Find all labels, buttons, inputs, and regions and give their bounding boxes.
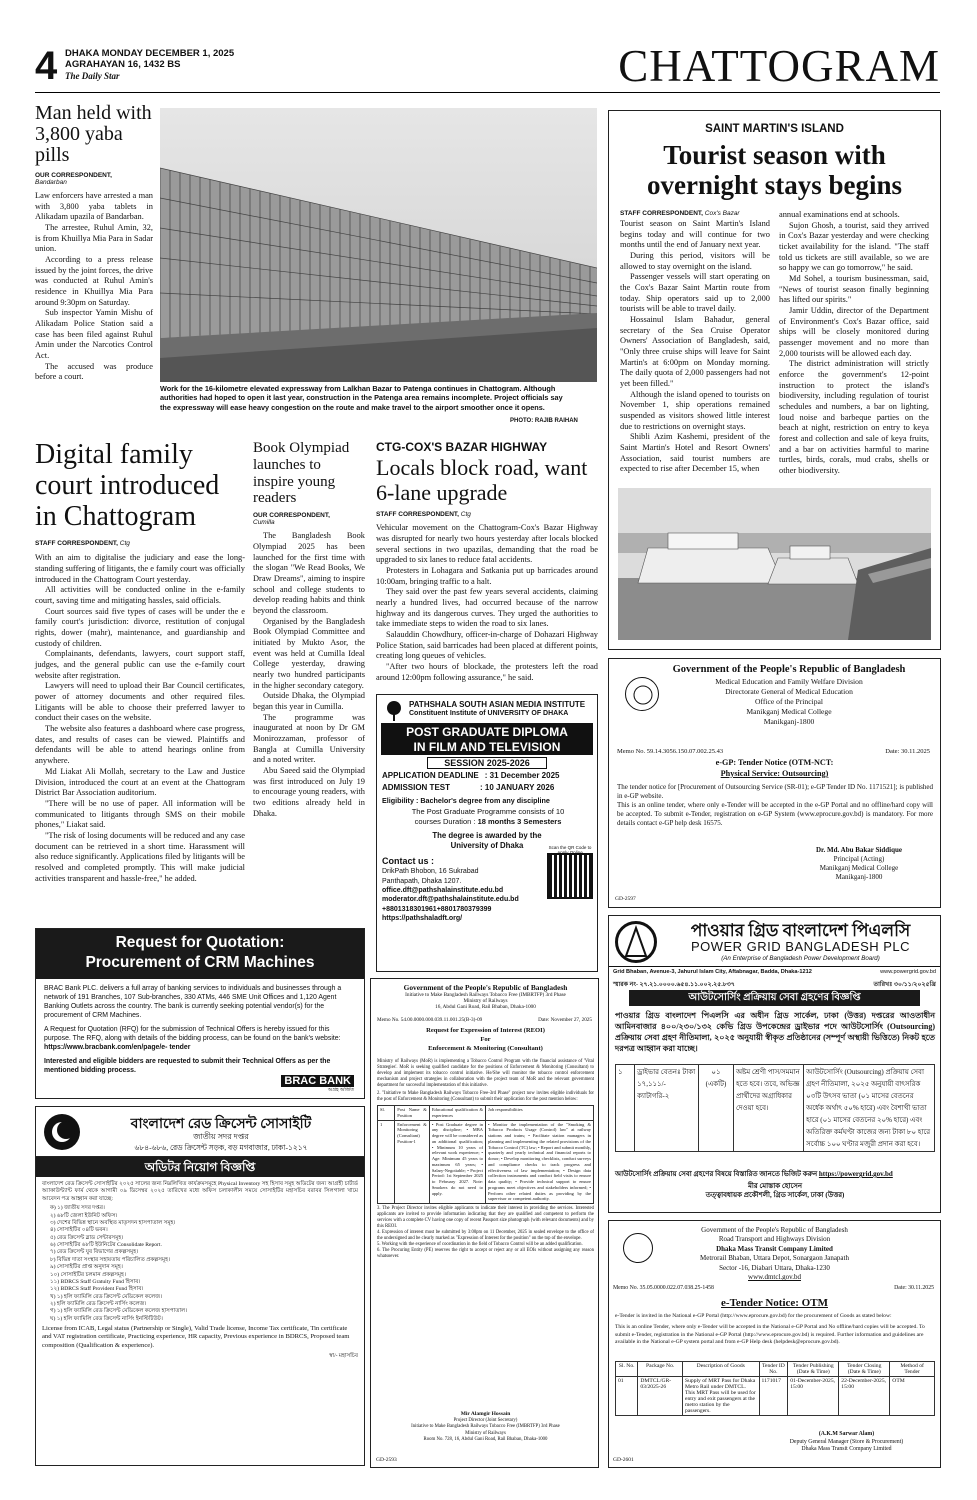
brac-title-2: Procurement of CRM Machines bbox=[85, 954, 315, 972]
dmtcl-memo: Memo No. 35.05.0000.022.07.038.25-1458 bbox=[613, 1285, 714, 1291]
yaba-p: Law enforcers have arrested a man with 3,800 yaba tablets in Alikadam upazila of Bandarban. bbox=[35, 191, 153, 222]
mohfw-l3: Office of the Principal bbox=[755, 697, 823, 707]
prog-line1: The Post Graduate Programme consists of 10 bbox=[411, 807, 565, 816]
table-cell: DMTCL/GR-03/2025-26 bbox=[638, 1377, 683, 1416]
tree-icon bbox=[383, 700, 405, 722]
highway-article bbox=[376, 440, 598, 683]
list-item: ১২) BDRCS Staff Provident Fund হিসাব। bbox=[50, 1286, 144, 1293]
railway-p1: Ministry of Railways (MoR) is implementing a Tobacco Control Program with the financial assistance of 'Vital Strategies'. MoR is seeking qualified candidate for the positions of Enforcement & Monitoring (Consultant) to develop and implement its tobacco control initiative. He/She will monitor the tobacco control enforcement mechanism and project strategies in collaboration with the project team of MoR and the relevant government department for successful implementation of this initiative. bbox=[377, 1059, 594, 1089]
prog-line2 bbox=[382, 817, 594, 827]
powergrid-bn: পাওয়ার গ্রিড বাংলাদেশ পিএলসি bbox=[690, 921, 911, 940]
table-header: Method of Tender bbox=[890, 1362, 935, 1377]
table-header-row bbox=[378, 1106, 594, 1121]
book-p: Outside Dhaka, the Olympiad began this year in Cumilla. bbox=[253, 691, 365, 711]
railway-body bbox=[377, 1059, 594, 1260]
mohfw-ad bbox=[608, 658, 941, 908]
mohfw-signer: Dr. Md. Abu Bakar Siddique bbox=[816, 846, 902, 854]
powergrid-more bbox=[615, 1168, 935, 1180]
highway-byline bbox=[376, 511, 598, 518]
table-header: Description of Goods bbox=[682, 1362, 759, 1377]
pathshala-elig: Eligibility : Bachelor's degree from any discipline bbox=[382, 796, 550, 805]
court-byline bbox=[35, 540, 245, 547]
powergrid-tag: (An Enterprise of Bangladesh Power Development Board) bbox=[721, 955, 880, 962]
book-byline-text: OUR CORRESPONDENT, bbox=[253, 512, 330, 520]
table-cell: 01 bbox=[616, 1377, 638, 1416]
list-item: ৯) সোসাইটির প্রাপ্ত অনুদান সমূহ। bbox=[50, 1264, 123, 1271]
contact-mail1[interactable]: office.dft@pathshalainstitute.edu.bd bbox=[382, 887, 504, 895]
highway-headline: Locals block road, want 6-lane upgrade bbox=[376, 455, 588, 505]
masthead bbox=[35, 41, 940, 91]
powergrid-more-text: আউটসোর্সিং প্রক্রিয়ায় সেবা গ্রহণের বিষয়ে বিস্তারিত জানতে ভিজিট করুন bbox=[615, 1170, 818, 1178]
court-headline: Digital family court introduced in Chattogram bbox=[35, 439, 220, 532]
mohfw-l2: Directorate General of Medical Education bbox=[725, 687, 853, 697]
court-p: All activities will be conducted online in the e-family court, saving time and mitigating hassles, said officials. bbox=[35, 585, 245, 606]
redcrescent-notice bbox=[36, 1157, 364, 1177]
railway-l3: 16, Abdul Gani Road, Rail Bhaban, Dhaka-1000 bbox=[435, 1004, 536, 1010]
stmartin-p: Sujon Ghosh, a tourist, said they arrived in Cox's Bazar yesterday and were checking ticket availability for the island. "The staff told us tickets are still available, so we are so happy we can go tomorrow," he said. bbox=[779, 220, 929, 273]
table-row bbox=[616, 1377, 935, 1416]
pathshala-prog bbox=[382, 807, 594, 827]
yaba-p: The accused was produce before a court. bbox=[35, 361, 153, 382]
highway-p: Vehicular movement on the Chattogram-Cox's Bazar Highway was disrupted for nearly two hours yesterday after locals blocked several sections in two upazilas, demanding that the road be upgraded to six lanes to reduce fatal accidents. bbox=[376, 523, 598, 565]
dmtcl-l3: Metrorail Bhaban, Uttara Depot, Sonargaon Janapath bbox=[700, 1254, 849, 1263]
stmartin-p: Jamir Uddin, director of the Department of Environment's Cox's Bazar office, said ships will be closely monitored during passenger movement and no more than 2,000 tourists will be allowed each day. bbox=[779, 306, 929, 358]
stmartin-headline: Tourist season with overnight stays begins bbox=[646, 140, 903, 201]
mohfw-gd: GD-2597 bbox=[615, 896, 636, 902]
contact-addr2: Panthapath, Dhaka 1207. bbox=[382, 877, 462, 885]
table-header: Sl. bbox=[378, 1106, 395, 1121]
table-cell: 1171017 bbox=[759, 1377, 788, 1416]
yaba-p: The arrestee, Ruhul Amin, 32, is from Khuillya Mia Para in Sadar union. bbox=[35, 223, 153, 254]
stmartin-kicker: SAINT MARTIN'S ISLAND bbox=[705, 123, 844, 135]
dmtcl-l1: Road Transport and Highways Division bbox=[718, 1235, 831, 1244]
book-headline: Book Olympiad launches to inspire young readers bbox=[253, 440, 350, 507]
list-item: ২) ৬৮টি জেলা ইউনিট অফিস। bbox=[50, 1212, 118, 1219]
railway-gov: Government of the People's Republic of Bangladesh bbox=[403, 983, 568, 992]
pathshala-contact bbox=[382, 855, 542, 924]
railway-s2: Initiative to Make Bangladesh Railways Tobacco Free (IMBRTFP) 3rd Phase bbox=[411, 1424, 560, 1430]
mohfw-s2: Manikganj Medical College bbox=[819, 864, 899, 873]
dmtcl-head bbox=[609, 1226, 940, 1283]
highway-kicker: CTG-COX'S BAZAR HIGHWAY bbox=[376, 440, 548, 454]
table-cell: 01-December-2025, 15:00 bbox=[788, 1377, 839, 1416]
list-item: ১১) BDRCS Staff Gratuity Fund হিসাব। bbox=[50, 1278, 141, 1285]
railway-table bbox=[377, 1105, 594, 1204]
mohfw-s1: Principal (Acting) bbox=[833, 855, 885, 864]
stmartin-col1 bbox=[620, 219, 770, 475]
table-cell: ড্রাইভার বেতনঃ টাকা ১৭,১১১/- ক্যাটাগরি-২ bbox=[635, 1065, 699, 1152]
pathshala-session: SESSION 2025-2026 bbox=[427, 757, 547, 769]
court-p: Complainants, defendants, lawyers, court support staff, judges, and the general public can use the e-family court website after registration. bbox=[35, 649, 245, 680]
powergrid-s1: তত্ত্বাবধায়ক প্রকৌশলী, গ্রিড সার্কেল, ঢাকা (উত্তর) bbox=[705, 1191, 845, 1200]
table-cell: • Monitor the implementation of the "Smoking & Tobacco Products Usage (Control) law" at railway stations and trains; • Facilitate station managers in planning and implementing the related provisions of the Tobacco Control (TC) law; • Report and submit monthly, quarterly and yearly technical and financial reports to donor; • Develop monitoring checklists, conduct surveys and compliance checks to track progress and effectiveness of law implementation; • Design data collection instruments and conduct field visits to ensure data quality; • Provide technical support to ensure programs meet objectives and stakeholders informed; • Perform other related duties as providing by the supervisor or competent authority. bbox=[485, 1120, 593, 1204]
powergrid-web[interactable]: www.powergrid.gov.bd bbox=[880, 969, 936, 975]
deadline-label: APPLICATION DEADLINE bbox=[382, 771, 479, 780]
dmtcl-s1: Deputy General Manager (Store & Procurement) bbox=[789, 1438, 904, 1445]
yaba-body bbox=[35, 191, 153, 383]
list-item: খ) ১) হলি ফ্যামিলি রেড ক্রিসেন্ট মেডিকেল কলেজ। bbox=[50, 1293, 163, 1300]
stmartin-photo bbox=[618, 488, 931, 640]
table-row bbox=[378, 1120, 594, 1204]
stmartin-p: Md Sohel, a tourism businessman, said, "News of tourist season finally beginning has lifted our spirits." bbox=[779, 274, 929, 305]
highway-body bbox=[376, 523, 598, 683]
test-label: ADMISSION TEST bbox=[382, 783, 451, 792]
powergrid-logo-icon bbox=[615, 921, 657, 963]
table-cell: ০১ (একটি) bbox=[698, 1065, 733, 1152]
railway-title-2: For bbox=[480, 1035, 491, 1043]
mohfw-l1: Medical Education and Family Welfare Division bbox=[715, 676, 863, 686]
list-item: ঘ) ১) হলি ফ্যামিলি রেড ক্রিসেন্ট নার্সিং ইনস্টিটিউট। bbox=[50, 1315, 163, 1322]
list-item: ৮) বিভিন্ন দাতা সংস্থার সহায়তায় পরিচালিত প্রকল্পসমূহ। bbox=[50, 1256, 171, 1263]
mohfw-head bbox=[669, 663, 909, 727]
list-item: ১০) সোসাইটির চলমান প্রকল্পসমূহ। bbox=[50, 1271, 126, 1278]
brac-logo bbox=[281, 1075, 354, 1095]
dmtcl-signature bbox=[759, 1431, 934, 1454]
railway-head bbox=[375, 983, 596, 1010]
table-cell: আউটসোর্সিং (Outsourcing) প্রক্রিয়ায় সেবা গ্রহণ নীতিমালা, ২০২৫ অনুযায়ী বাৎসরিক ০৩টি উৎসব ভাতা (০১ মাসের বেতনের অর্ধেক অর্থাৎ ৫০% হারে) এবং বৈশাখী ভাতা হারে (০১ মাসের বেতনের ২০% হারে) এবং অতিরিক্ত কর্মঘণ্টা কাজের জন্য টাকা ৮০ হারে সর্বোচ্চ ১০০ ঘণ্টার মজুরী প্রদান করা হবে। bbox=[804, 1065, 935, 1152]
list-item: ২) হলি ফ্যামিলি রেড ক্রিসেন্ট নার্সিং কলেজ। bbox=[50, 1301, 147, 1307]
powergrid-ad bbox=[608, 915, 941, 1213]
stmartin-p: The district administration will strictly enforce the government's 12-point instruction to protect the island's biodiversity, including regulation of tourist schedules and numbers, a bar on lighting, loud noise and barbeque parties on the beach at night, restriction on entry to keya forest and collection and sale of keya fruits, and a bar on activities harmful to marine turtles, birds, corals, mud crabs, shells or other biodiversity. bbox=[779, 359, 929, 476]
highway-p: Protesters in Lohagara and Satkania put up barricades around 10:00am, bringing traffic to a halt. bbox=[376, 565, 598, 586]
stmartin-p: Shibli Azim Kashemi, president of the Saint Martin's Hotel and Resort Owners' Association, said tourist numbers are expected to rise after December 15, when bbox=[620, 432, 770, 474]
stmartin-p: annual examinations end at schools. bbox=[779, 210, 900, 219]
court-p: With an aim to digitalise the judiciary and ease the long-standing suffering of litigants, the e family court was officially introduced in the Chattogram Court yesterday. bbox=[35, 553, 245, 584]
banner-line1: POST GRADUATE DIPLOMA bbox=[406, 725, 568, 739]
mohfw-title-1: e-GP: Tender Notice (OTM-NCT: bbox=[715, 758, 834, 767]
prog-duration: 18 months 3 Semesters bbox=[477, 816, 562, 826]
highway-p: They said over the past few years several accidents, claiming nearly a hundred lives, had occurred because of the narrow highway and its dangerous curves. They urged the authorities to take immediate steps to widen the road to six lanes. bbox=[376, 587, 598, 629]
court-p: "There will be no use of paper. All information will be communicated to litigants through SMS on their mobile phones," Liakat said. bbox=[35, 798, 245, 830]
brac-title bbox=[36, 929, 364, 979]
dmtcl-table bbox=[615, 1361, 935, 1416]
pathshala-banner bbox=[381, 723, 593, 755]
brac-url[interactable]: https://www.bracbank.com/en/page/e- tender bbox=[44, 1043, 191, 1051]
book-p: Abu Saeed said the Olympiad was first introduced on July 19 to encourage young readers, with two editions already held in Dhaka. bbox=[253, 765, 365, 818]
dmtcl-logo-icon bbox=[623, 1233, 653, 1263]
redcrescent-name: বাংলাদেশ রেড ক্রিসেন্ট সোসাইটি bbox=[130, 1117, 312, 1132]
photo-credit: PHOTO: RAJIB RAIHAN bbox=[510, 418, 578, 424]
book-byline bbox=[253, 512, 365, 526]
header-bangla-date: AGRAHAYAN 16, 1432 BS bbox=[65, 59, 181, 70]
railway-p4: 4. Expression of interest must be submitted by 3:00pm on 11 December, 2025 in sealed envelope to the office of the undersigned and be clearly marked as "Expression of Interest for the position" on the top of the envelope. bbox=[377, 1230, 594, 1242]
mohfw-s3: Manikganj-1800 bbox=[835, 873, 883, 882]
powergrid-title bbox=[629, 990, 920, 1006]
yaba-headline: Man held with 3,800 yaba pills bbox=[35, 102, 152, 166]
powergrid-rule bbox=[609, 966, 940, 967]
dmtcl-body bbox=[615, 1313, 935, 1346]
pathshala-sub: Constituent Institute of UNIVERSITY OF DHAKA bbox=[409, 710, 569, 717]
table-cell: ১ bbox=[616, 1065, 635, 1152]
dmtcl-p1: e-Tender is invited in the National e-GP Portal (http://www.eprocure.gov.bd) for the procurement of Goods as stated below: bbox=[615, 1313, 892, 1319]
table-header-row bbox=[616, 1362, 935, 1377]
mohfw-title-2: Physical Service: Outsourcing) bbox=[720, 768, 829, 778]
list-item: ৭) রেড ক্রিসেন্ট যুব বিভাগের প্রকল্পসমূহ। bbox=[50, 1249, 139, 1256]
mohfw-signature bbox=[789, 846, 929, 882]
railway-gd: GD-2593 bbox=[376, 1457, 397, 1463]
test-value: : 10 JANUARY 2026 bbox=[480, 783, 555, 792]
stmartin-p: Passenger vessels will start operating on the Cox's Bazar Saint Martin route from today. Ship operators said up to 2,000 tourists will be able to travel daily. bbox=[620, 272, 770, 314]
court-p: Md Liakat Ali Mollah, secretary to the Law and Justice Division, introduced the court at an event at the Chattogram District Bar Association auditorium. bbox=[35, 766, 245, 798]
list-item: ৫) রেড ক্রিসেন্ট ব্লাড সেন্টারসমূহ। bbox=[50, 1234, 124, 1241]
powergrid-signature bbox=[615, 1182, 935, 1201]
stmartin-p: Hossainul Islam Bahadur, general secretary of the Sea Cruise Operator Owners' Association of Bangladesh, said, "Only three cruise ships will leave for Saint Martin's at 6:00pm on Monday morning. The daily quota of 2,000 passengers had not yet been filled." bbox=[620, 315, 770, 389]
redcrescent-sub: জাতীয় সদর দপ্তর bbox=[193, 1132, 249, 1141]
mohfw-p1: The tender notice for [Procurement of Outsourcing Service (SR-01); e-GP Tender ID No. 1171521]; is published in e-GP website. bbox=[617, 783, 933, 801]
redcrescent-header bbox=[36, 1107, 364, 1157]
redcrescent-list bbox=[42, 1205, 358, 1323]
highway-place: Ctg bbox=[460, 511, 471, 519]
court-body bbox=[35, 553, 245, 884]
brac-logo-text: BRAC BANK bbox=[281, 1075, 354, 1087]
contact-heading: Contact us : bbox=[382, 856, 435, 866]
court-p: Court sources said five types of cases will be under the e family court's jurisdiction: divorce, restitution of conjugal rights, dower (mahr), maintenance, and guardianship and custody of children. bbox=[35, 606, 245, 648]
pathshala-degree: The degree is awarded by the University of Dhaka bbox=[432, 831, 542, 850]
paper-name: The Daily Star bbox=[65, 71, 120, 81]
book-p: Organised by the Bangladesh Book Olympiad Committee and initiated by Mukto Asor, the event was held at Cumilla Ideal College yesterday, drawing nearly two hundred participants in the higher secondary category. bbox=[253, 616, 365, 690]
page-number: 4 bbox=[35, 44, 58, 88]
yaba-byline-text: OUR CORRESPONDENT, bbox=[35, 172, 112, 179]
powergrid-addr: Grid Bhaban, Avenue-3, Jahurul Islam City, Aftabnagar, Badda, Dhaka-1212 bbox=[613, 969, 812, 975]
dmtcl-ad bbox=[608, 1220, 941, 1468]
table-cell: • Post Graduate degree in any discipline; • MBA degree will be considered as an additional qualification; • Minimum 10 years of relevant work experience; • Age: Minimum 45 years to maximum 65 years; • Salary-Negotiable; • Project Period: 1st September 2025 to February 2027. Note: Smokers do not need to apply. bbox=[429, 1120, 485, 1204]
powergrid-signer: মীর মোস্তাক হোসেন bbox=[747, 1182, 803, 1190]
table-header: Sl. No. bbox=[616, 1362, 638, 1377]
pathshala-name: PATHSHALA SOUTH ASIAN MEDIA INSTITUTE bbox=[409, 700, 586, 709]
court-article bbox=[35, 440, 245, 884]
mohfw-title bbox=[609, 758, 940, 779]
railway-date: Date: November 27, 2025 bbox=[538, 1017, 592, 1023]
table-cell: অষ্টম শ্রেণী পাস/সমমান হতে হবে। তবে, অভিজ্ঞ প্রার্থীদের অগ্রাধিকার দেওয়া হবে। bbox=[734, 1065, 804, 1152]
header-rule bbox=[35, 92, 940, 93]
brac-p3: Interested and eligible bidders are requested to submit their Technical Offers as per the mentioned bidding process. bbox=[44, 1057, 331, 1074]
book-place: Cumilla bbox=[253, 519, 275, 527]
railway-title-1: Request for Expression of Interest (REOI) bbox=[426, 1027, 545, 1034]
court-byline-text: STAFF CORRESPONDENT, bbox=[35, 540, 118, 548]
table-cell: Supply of MRT Pass for Dhaka Metro Rail under DMTCL. This MRT Pass will be used for entry and exit passengers at the metro station by the passengers. bbox=[682, 1377, 759, 1416]
yaba-p: According to a press release issued by the joint forces, the drive was conducted at Ruhul Amin's residence in Khuillya Mia Para around 9:30pm on Saturday. bbox=[35, 255, 153, 307]
highway-p: Salauddin Chowdhury, officer-in-charge of Dohazari Highway Police Station, said barricades had been placed at different points, creating long queues of vehicles. bbox=[376, 629, 598, 661]
railway-p2: 2. "Initiative to Make Bangladesh Railways Tobacco Free-3rd Phase" project now invites eligible individuals for the post of Enforcement & Monitoring (Consultant) to submit their application for the post mention below: bbox=[377, 1091, 594, 1103]
deadline-value: : 31 December 2025 bbox=[484, 771, 560, 780]
dmtcl-l2: Dhaka Mass Transit Company Limited bbox=[716, 1244, 833, 1253]
railway-title bbox=[375, 1027, 596, 1054]
book-p: The Bangladesh Book Olympiad 2025 has been launched for the first time with the slogan "We Read Books, We Draw Dreams", aiming to inspire school and college students to develop reading habits and think beyond the classroom. bbox=[253, 531, 365, 615]
brac-title-1: Request for Quotation: bbox=[115, 934, 285, 951]
railway-s1: Project Director (Joint Secretary) bbox=[453, 1418, 518, 1424]
dmtcl-gd: GD-2601 bbox=[613, 1457, 634, 1463]
yaba-article bbox=[35, 103, 153, 383]
redcrescent-ad bbox=[35, 1106, 365, 1466]
court-place: Ctg bbox=[119, 540, 130, 548]
railway-l1: Initiative to Make Bangladesh Railways Tobacco Free (IMBRTFP) 3rd Phase bbox=[405, 992, 566, 998]
header-date: DHAKA MONDAY DECEMBER 1, 2025 bbox=[65, 48, 235, 59]
railway-signature bbox=[375, 1411, 596, 1443]
book-body bbox=[253, 531, 365, 819]
table-row bbox=[616, 1065, 935, 1152]
book-p: The programme was inaugurated at noon by Dr GM Monirozzaman, professor of Bangla at Cumilla University and a noted writer. bbox=[253, 712, 365, 765]
contact-web[interactable]: https://pathshaladft.org/ bbox=[382, 915, 463, 923]
list-item: ৪) সোসাইটির ০৪টি ভবন। bbox=[50, 1227, 108, 1234]
brac-p2 bbox=[44, 1026, 356, 1053]
court-p: The website also features a dashboard where case progress, dates, and results of cases can be viewed. Plaintiffs and defendants will be able to attend hearings online from anywhere. bbox=[35, 724, 245, 766]
highway-p: "After two hours of blockade, the protesters left the road around 12:00pm following assurance," he said. bbox=[376, 661, 598, 682]
bd-govt-emblem-icon bbox=[625, 677, 659, 711]
stmartin-byline-text: STAFF CORRESPONDENT, bbox=[620, 210, 703, 217]
dmtcl-s2: Dhaka Mass Transit Company Limited bbox=[801, 1446, 892, 1453]
dmtcl-l4: Sector -16, Diabari Uttara, Dhaka-1230 bbox=[719, 1263, 830, 1272]
crescent-icon bbox=[44, 1114, 80, 1150]
contact-phone: +8801318301961+8801780379399 bbox=[382, 905, 492, 913]
railway-memo: Memo No. 54.00.0000.000.039.11.001.25(B-3)-09 bbox=[377, 1017, 483, 1023]
expressway-caption bbox=[160, 384, 570, 412]
qr-code-icon[interactable] bbox=[547, 853, 593, 899]
book-article bbox=[253, 440, 365, 819]
pathshala-test bbox=[382, 783, 594, 792]
powergrid-date: তারিখঃ ৩০/১১/২০২৫খ্রি bbox=[873, 981, 936, 988]
mohfw-l4: Manikganj Medical College bbox=[746, 707, 832, 717]
mohfw-date: Date: 30.11.2025 bbox=[885, 748, 930, 755]
dmtcl-web[interactable]: www.dmtcl.gov.bd bbox=[748, 1273, 801, 1282]
yaba-p: Sub inspector Yamin Mishu of Alikadam Police Station said a case has been filed against Ruhul Amin under the Narcotics Control Act. bbox=[35, 308, 153, 361]
table-cell: OTM bbox=[890, 1377, 935, 1416]
list-item: ৬) সোসাইটির ৬৮টি ইউনিটের Consolidate Report. bbox=[50, 1242, 162, 1248]
stmartin-p: Although the island opened to tourists on November 1, ship operations remained suspended as visitors showed little interest due to restrictions on overnight stays. bbox=[620, 389, 770, 431]
table-cell: Enforcement & Monitoring (Consultant) Position-1 bbox=[395, 1120, 430, 1204]
stmartin-p: Tourist season on Saint Martin's Island begins today and will continue for two months until the end of January next year. bbox=[620, 219, 770, 250]
stmartin-place: Cox's Bazar bbox=[704, 210, 740, 217]
dmtcl-title: e-Tender Notice: OTM bbox=[721, 1297, 828, 1309]
section-title: CHATTOGRAM bbox=[618, 41, 940, 91]
list-item: ৩) দেশের বিভিন্ন স্থানে অবস্থিত মাতৃসদন হাসপাতাল সমূহ। bbox=[50, 1219, 176, 1226]
powergrid-body: পাওয়ার গ্রিড বাংলাদেশ পিএলসি এর অধীন গ্রিড সার্কেল, ঢাকা (উত্তর) দপ্তরের আওতাধীন আমিনবাজার ৪০০/২৩০/১৩২ কেভি গ্রিড উপকেন্দ্রের ড্রাইভার পদে আউটসোর্সিং (Outsourcing) প্রক্রিয়ায় সেবা গ্রহণ নীতিমালা, ২০২৫ অনুযায়ী স্বীকৃত প্রতিষ্ঠানের (সম্পূর্ণ অস্থায়ী ভিত্তিতে) নিকট হতে দরপত্র আহ্বান করা যাচ্ছে। bbox=[615, 1011, 935, 1054]
stmartin-p: During this period, visitors will be allowed to stay overnight on the island. bbox=[620, 251, 770, 271]
yaba-byline bbox=[35, 172, 153, 186]
dmtcl-date: Date: 30.11.2025 bbox=[894, 1285, 934, 1291]
expressway-photo-image bbox=[160, 108, 597, 382]
ships-photo-image bbox=[618, 488, 931, 640]
railway-p6: 6. The Procuring Entity (PE) reserves the right to accept or reject any or all EOIs without assigning any reason whatsoever. bbox=[377, 1248, 594, 1260]
mohfw-gov: Government of the People's Republic of Bangladesh bbox=[672, 664, 906, 675]
court-p: Lawyers will need to upload their Bar Council certificates, power of attorney documents and other required files. Litigants will be able to choose their preferred lawyer to conduct their cases on the website. bbox=[35, 681, 245, 723]
stmartin-col2 bbox=[779, 210, 929, 477]
brac-ad bbox=[35, 928, 365, 1099]
redcrescent-sign: স্বা/- মহাসচিব bbox=[329, 1352, 358, 1359]
powergrid-table bbox=[615, 1064, 935, 1152]
railway-title-3: Enforcement & Monitoring (Consultant) bbox=[428, 1044, 543, 1052]
table-cell: 1 bbox=[378, 1120, 395, 1204]
brac-p2-text: A Request for Quotation (RFQ) for the submission of Technical Offers is hereby issued for this purpose. The RFQ, along with details of the bidding process, can be found on the bank's website: bbox=[44, 1025, 341, 1042]
table-header: Package No. bbox=[638, 1362, 683, 1377]
mohfw-l5: Manikganj-1800 bbox=[763, 717, 815, 727]
contact-mail2[interactable]: moderator.dft@pathshalainstitute.edu.bd bbox=[382, 896, 519, 904]
mohfw-p2: This is an online tender, where only e-Tender will be accepted in the e-GP Portal and no offline/hard copy will be accepted. To submit e-Tender, registration on e-GP System (www.eprocure.gov.bd) is mandatory. For more details contact e-GP help desk 16575. bbox=[617, 801, 933, 828]
table-header: Tender ID No. bbox=[759, 1362, 788, 1377]
redcrescent-addr: ৬৮৪-৬৮৬, রেড ক্রিসেন্ট সড়ক, বড় মগবাজার, ঢাকা-১২১৭ bbox=[134, 1143, 308, 1152]
redcrescent-req: License from ICAB, Legal status (Partnership or Single), Valid Trade license, Income Tax certificate, Tin certificate and VAT registration certificate, Practicing experience, HR capacity, Previous experience in BDRCS, Proposed team composition (Qualification & experience). bbox=[42, 1325, 350, 1349]
expressway-photo bbox=[160, 108, 597, 382]
table-header: Post Name & Position bbox=[395, 1106, 430, 1121]
banner-line2: IN FILM AND TELEVISION bbox=[413, 740, 561, 754]
railway-s4: Room No. 728, 16, Abdul Gani Road, Rail Bhaban, Dhaka-1000 bbox=[423, 1436, 548, 1442]
railway-l2: Ministry of Railways bbox=[463, 998, 508, 1004]
court-p: "The risk of losing documents will be reduced and any case document can be retrieved in a short time. Harassment will also reduce significantly. Applications filed by litigants will be resolved and completed promptly. This will make judicial activities transparent and hassle-free," he added. bbox=[35, 830, 245, 883]
powergrid-title-text: আউটসোর্সিং প্রক্রিয়ায় সেবা গ্রহণের বিজ্ঞপ্তি bbox=[688, 992, 861, 1003]
dmtcl-signer: (A.K.M Sarwar Alam) bbox=[818, 1431, 875, 1437]
railway-p3: 3. The Project Director invites eligible applicants to indicate their interest in providing the services. Interested applicants are invited to provide information indicating that they are qualified and competent to perform the services with a complete CV having one copy of recent Passport size photograph (with relevant documents) and by this REOI. bbox=[377, 1206, 594, 1230]
dmtcl-p2: This is an online Tender, where only e-Tender will be accepted in the National e-GP Portal and No offline/hard copies will be accepted. To submit e-Tender, registration in the National e-GP Portal (http://www.eprocure.gov.bd) is required. Further information and guidelines are available in the National e-GP system portal and from e-GP Help desk (helpdesk@eprocure.gov.bd). bbox=[615, 1324, 925, 1345]
pathshala-ad bbox=[376, 694, 598, 972]
mohfw-body bbox=[617, 783, 933, 828]
brac-body bbox=[44, 985, 356, 1076]
table-header: Tender Publishing (Date & Time) bbox=[788, 1362, 839, 1377]
qr-label: Scan the QR Code to bbox=[548, 845, 592, 850]
table-header: Job responsibilities bbox=[485, 1106, 593, 1121]
stmartin-byline bbox=[620, 210, 740, 217]
yaba-place: Bandarban bbox=[35, 179, 67, 186]
powergrid-link[interactable]: https://powergrid.gov.bd bbox=[818, 1170, 893, 1178]
list-item: ক) ১) জাতীয় সদর দপ্তর। bbox=[50, 1205, 105, 1212]
redcrescent-intro: বাংলাদেশ রেড ক্রিসেন্ট সোসাইটির ২০২৫ সালের জন্য নিম্নলিখিত কার্যক্রমসমূহে Physical Inventory সহ হিসাব সমূহ অডিটের জন্য আগ্রহী চার্টার্ড অ্যাকাউন্ট্যান্ট ফার্ম থেকে আগামী ০৯ ডিসেম্বর ২০২৫ তারিখের মধ্যে অফিস চলাকালীন সময়ে সোসাইটির মহাসচিব বরাবর সিলগালা খামে আবেদন পত্র আহ্বান করা যাচ্ছে: bbox=[42, 1181, 358, 1202]
railway-p5: 5. Working with the experience of coordination in the field of Tobacco Control will be an added qualification. bbox=[377, 1242, 583, 1248]
powergrid-en: POWER GRID BANGLADESH PLC bbox=[690, 939, 911, 954]
powergrid-ref: স্মারক নং- ২৭.২১.০০০০.৬৫৪.১১.০০২.২৫.৮৩৭ bbox=[613, 981, 735, 988]
pathshala-deadline bbox=[382, 771, 594, 780]
notice-title: অডিটর নিয়োগ বিজ্ঞপ্তি bbox=[144, 1160, 256, 1174]
prog-label: courses Duration : bbox=[414, 816, 476, 826]
redcrescent-body bbox=[42, 1181, 358, 1360]
highway-byline-text: STAFF CORRESPONDENT, bbox=[376, 511, 459, 519]
railway-s3: Ministry of Railways bbox=[465, 1430, 506, 1436]
mohfw-memo: Memo No. 59.14.3056.150.07.002.25.43 bbox=[617, 748, 724, 755]
railway-ad bbox=[370, 978, 599, 1468]
dmtcl-gov: Government of the People's Republic of Bangladesh bbox=[701, 1226, 848, 1234]
brac-p1: BRAC Bank PLC. delivers a full array of banking services to individuals and businesses through a network of 191 Branches, 107 Sub-branches, 330 ATMs, 446 SME Unit Offices and 1,120 Agent Banking Outlets across the country. The bank is currently seeking potential vendor(s) for the procurement of CRM Machines. bbox=[44, 985, 342, 1019]
brac-logo-bn: অগ্রহ অর্জিত bbox=[327, 1087, 354, 1093]
expressway-caption-text: Work for the 16-kilometre elevated expressway from Lalkhan Bazar to Patenga continues in Chattogram. Although authorities had hoped to open it last year, construction in the Patenga area remains incomplete. Project officials say the expressway will ease heavy congestion on the route and make travel to the airport smoother once it opens. bbox=[160, 384, 563, 412]
contact-addr1: DrikPath Bhobon, 16 Sukrabad bbox=[382, 868, 479, 876]
table-cell: 22-December-2025, 15:00 bbox=[839, 1377, 890, 1416]
table-header: Educational qualification & experiences bbox=[429, 1106, 485, 1121]
railway-signer: Mir Alamgir Hossain bbox=[460, 1411, 511, 1417]
table-header: Tender Closing (Date & Time) bbox=[839, 1362, 890, 1377]
list-item: গ) ১) হলি ফ্যামিলি রেড ক্রিসেন্ট মেডিকেল কলেজ হাসপাতাল। bbox=[50, 1308, 188, 1315]
